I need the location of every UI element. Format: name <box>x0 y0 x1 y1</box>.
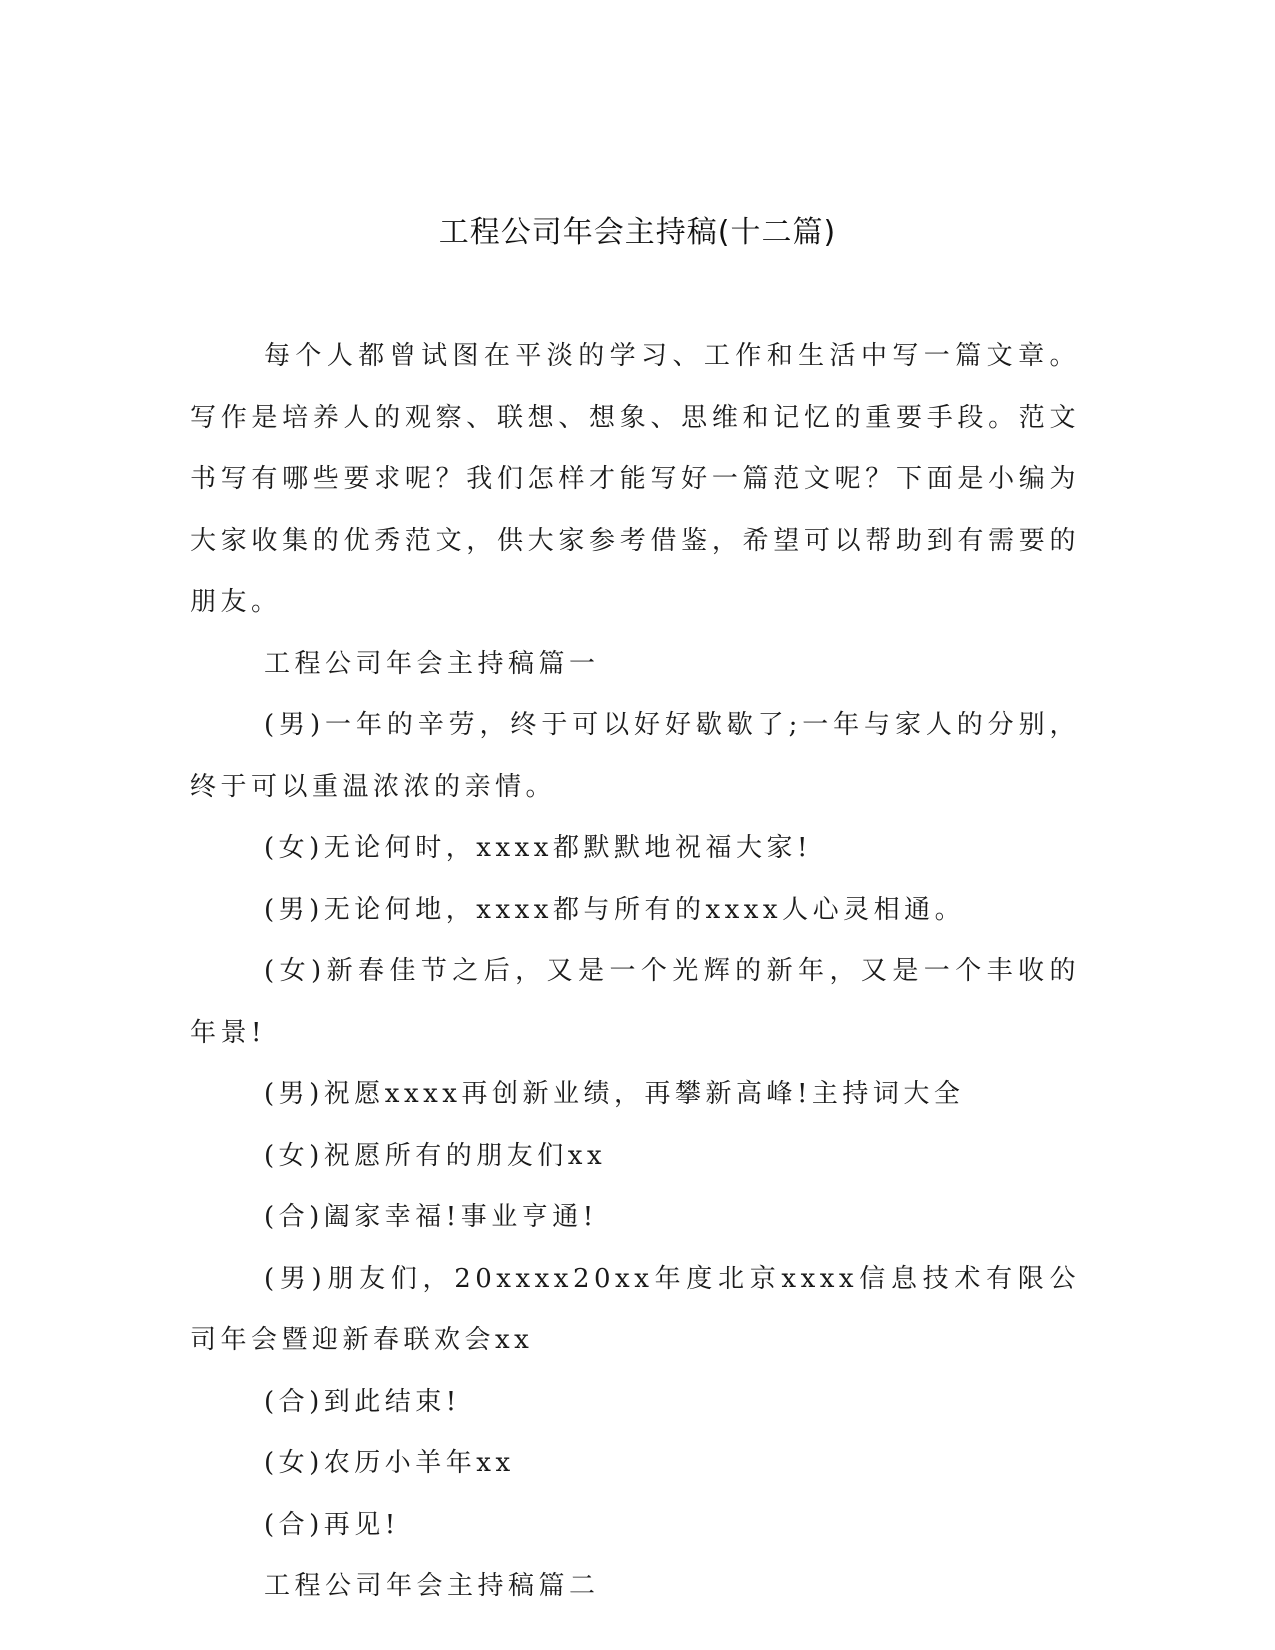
intro-paragraph: 每个人都曾试图在平淡的学习、工作和生活中写一篇文章。写作是培养人的观察、联想、想象、思维和记忆的重要手段。范文书写有哪些要求呢？我们怎样才能写好一篇范文呢？下面是小编为大家收集的优秀范文，供大家参考借鉴，希望可以帮助到有需要的朋友。 <box>190 341 1080 617</box>
script-line: (女)无论何时，xxxx都默默地祝福大家! <box>264 833 812 863</box>
script-line: (男)祝愿xxxx再创新业绩，再攀新高峰!主持词大全 <box>264 1079 965 1109</box>
script-line: (女)新春佳节之后，又是一个光辉的新年，又是一个丰收的年景! <box>190 956 1080 1048</box>
section-heading: 工程公司年会主持稿篇一 <box>264 648 600 679</box>
script-line: (男)一年的辛劳，终于可以好好歇歇了;一年与家人的分别，终于可以重温浓浓的亲情。 <box>190 710 1080 802</box>
document-body <box>190 326 1080 1618</box>
script-line: (合)阖家幸福!事业亨通! <box>264 1202 598 1232</box>
script-line: (男)朋友们，20xxxx20xx年度北京xxxx信息技术有限公司年会暨迎新春联欢会xx <box>190 1263 1080 1355</box>
script-line: (男)无论何地，xxxx都与所有的xxxx人心灵相通。 <box>264 894 966 925</box>
script-line: (合)再见! <box>264 1509 400 1540</box>
section-heading: 工程公司年会主持稿篇二 <box>264 1571 600 1601</box>
document-title: 工程公司年会主持稿(十二篇) <box>438 215 837 250</box>
script-line: (合)到此结束! <box>264 1386 461 1417</box>
script-line: (女)农历小羊年xx <box>264 1448 515 1478</box>
script-line: (女)祝愿所有的朋友们xx <box>264 1140 607 1171</box>
